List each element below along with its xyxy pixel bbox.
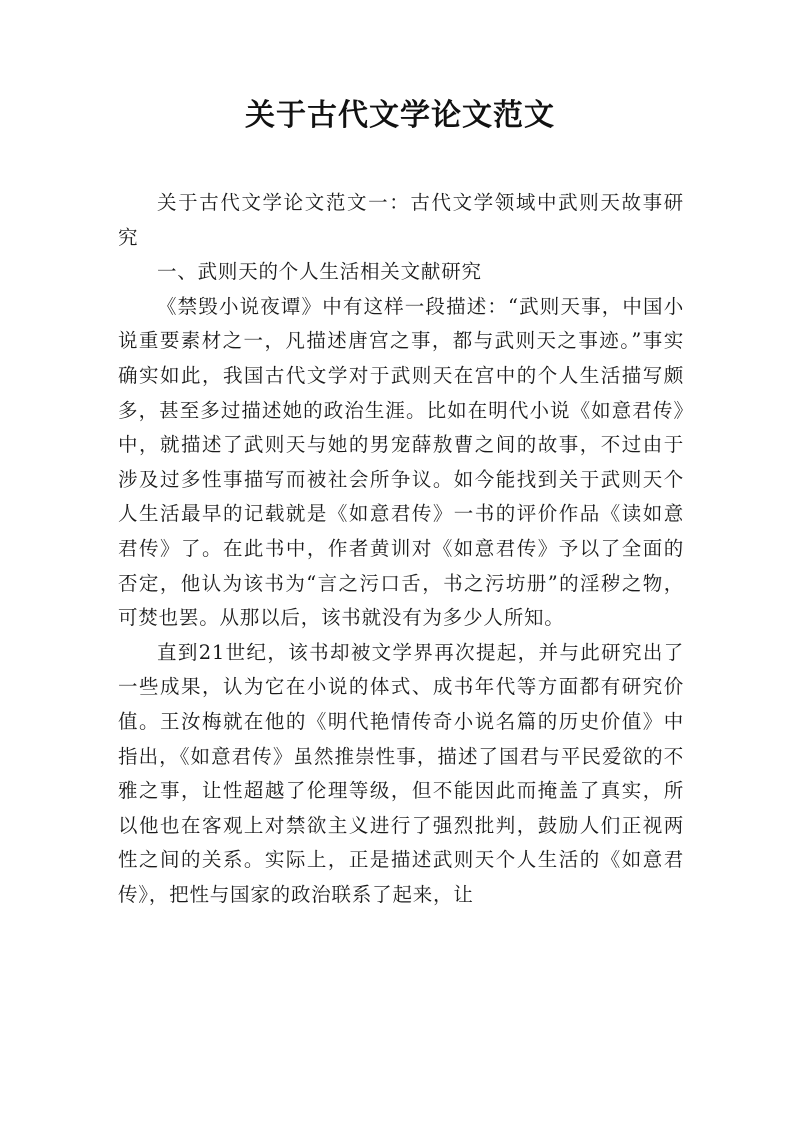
section-heading: 一、武则天的个人生活相关文献研究 [157,260,482,284]
paragraph-ruyijun-history: 《禁毁小说夜谭》中有这样一段描述：“武则天事，中国小说重要素材之一，凡描述唐宫之事，都与武则天之事迹。”事实确实如此，我国古代文学对于武则天在宫中的个人生活描写颇多，甚至多过描述她的政治生涯。比如在明代小说《如意君传》中，就描述了武则天与她的男宠薛敖曹之间的故事，不过由于涉及过多性事描写而被社会所争议。如今能找到关于武则天个人生活最早的记载就是《如意君传》一书的评价作品《读如意君传》了。在此书中，作者黄训对《如意君传》予以了全面的否定，他认为该书为“言之污口舌，书之污坊册”的淫秽之物，可焚也罢。从那以后，该书就没有为多少人所知。 [118,294,684,630]
paragraph-21st-century: 直到21世纪，该书却被文学界再次提起，并与此研究出了一些成果，认为它在小说的体式、成书年代等方面都有研究价值。王汝梅就在他的《明代艳情传奇小说名篇的历史价值》中指出，《如意君传》虽然推崇性事，描述了国君与平民爱欲的不雅之事，让性超越了伦理等级，但不能因此而掩盖了真实，所以他也在客观上对禁欲主义进行了强烈批判，鼓励人们正视两性之间的关系。实际上，正是描述武则天个人生活的《如意君传》，把性与国家的政治联系了起来，让 [118,640,684,906]
paragraph-intro: 关于古代文学论文范文一：古代文学领域中武则天故事研究 [118,191,684,249]
document-body [118,186,684,912]
document-title: 关于古代文学论文范文 [245,98,555,133]
